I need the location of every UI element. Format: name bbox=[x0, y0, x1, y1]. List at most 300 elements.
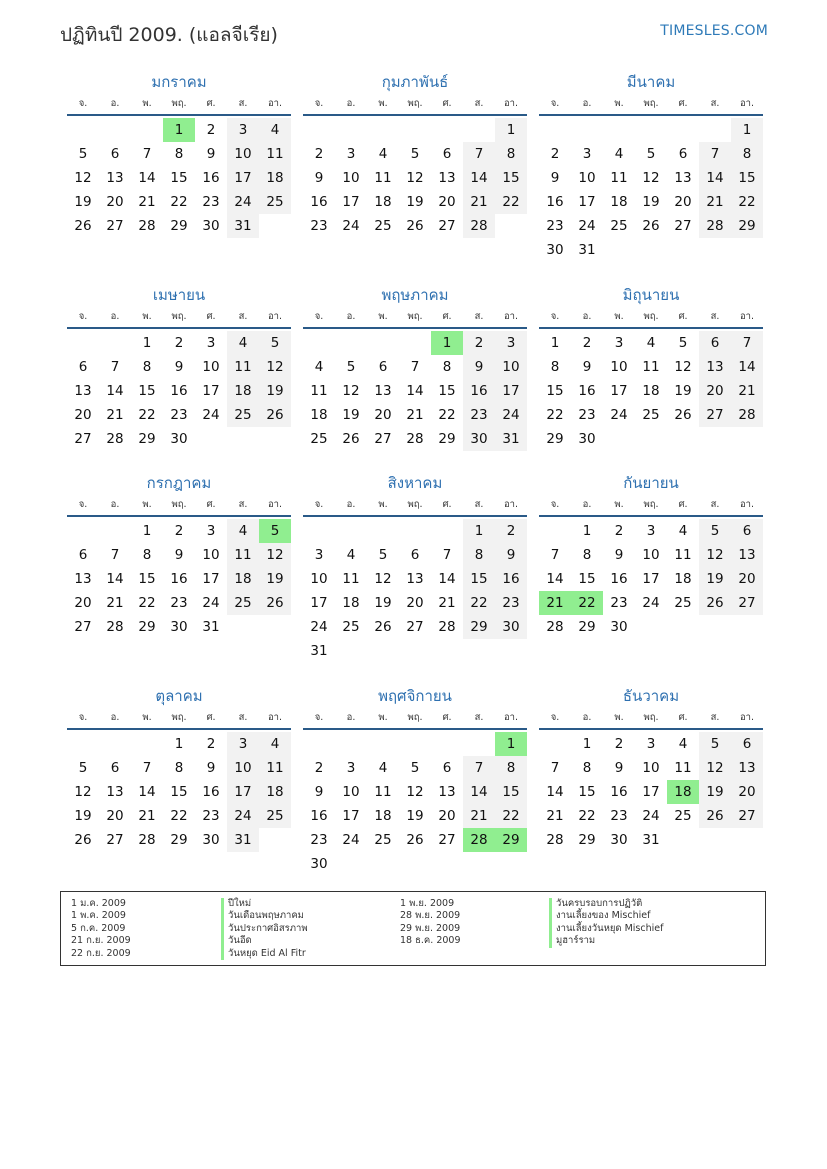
day-cell: 31 bbox=[202, 619, 220, 635]
day-cell: 10 bbox=[202, 547, 220, 563]
day-cell: 19 bbox=[74, 808, 92, 824]
empty-day-cell bbox=[67, 331, 99, 355]
day-cell: 24 bbox=[610, 407, 628, 423]
holiday-names-left bbox=[221, 898, 401, 960]
day-cell: 8 bbox=[142, 547, 152, 563]
month-name: เมษายน bbox=[152, 286, 206, 304]
day-cell: 9 bbox=[314, 784, 324, 800]
day-cell: 12 bbox=[699, 543, 731, 567]
day-cell: 13 bbox=[74, 383, 92, 399]
weekday-label: อา. bbox=[503, 712, 519, 723]
day-cell: 17 bbox=[642, 571, 660, 587]
day-grid bbox=[539, 732, 763, 852]
weekday-label: อ. bbox=[110, 98, 120, 109]
day-grid bbox=[67, 331, 291, 451]
day-cell: 10 bbox=[227, 142, 259, 166]
day-cell: 11 bbox=[342, 571, 360, 587]
day-cell: 20 bbox=[699, 379, 731, 403]
day-cell: 3 bbox=[227, 118, 259, 142]
day-cell: 15 bbox=[731, 166, 763, 190]
day-cell: 19 bbox=[699, 780, 731, 804]
day-cell: 28 bbox=[438, 619, 456, 635]
day-cell: 7 bbox=[463, 756, 495, 780]
day-cell: 16 bbox=[202, 784, 220, 800]
day-cell: 26 bbox=[342, 431, 360, 447]
day-cell: 9 bbox=[314, 170, 324, 186]
holiday-name: วันประกาศอิสรภาพ bbox=[221, 923, 401, 935]
day-grid bbox=[539, 331, 763, 451]
day-cell: 22 bbox=[578, 808, 596, 824]
day-cell: 27 bbox=[438, 832, 456, 848]
day-cell: 19 bbox=[74, 194, 92, 210]
day-cell: 26 bbox=[674, 407, 692, 423]
day-cell: 27 bbox=[674, 218, 692, 234]
day-cell: 15 bbox=[578, 784, 596, 800]
day-grid bbox=[303, 732, 527, 876]
weekday-label: ส. bbox=[474, 499, 484, 510]
weekday-label: พ. bbox=[378, 499, 388, 510]
day-cell: 9 bbox=[463, 355, 495, 379]
day-cell: 30 bbox=[202, 218, 220, 234]
day-cell: 16 bbox=[610, 571, 628, 587]
day-cell: 29 bbox=[438, 431, 456, 447]
day-cell: 8 bbox=[582, 760, 592, 776]
day-cell: 22 bbox=[138, 407, 156, 423]
day-grid bbox=[539, 519, 763, 639]
day-cell: 23 bbox=[578, 407, 596, 423]
day-cell: 14 bbox=[438, 571, 456, 587]
holiday-name: วันเดือนพฤษภาคม bbox=[221, 910, 401, 922]
day-cell: 5 bbox=[259, 331, 291, 355]
weekday-label: จ. bbox=[550, 499, 560, 510]
day-cell: 21 bbox=[106, 407, 124, 423]
day-cell: 8 bbox=[731, 142, 763, 166]
day-cell: 18 bbox=[227, 379, 259, 403]
weekday-label: ศ. bbox=[206, 712, 216, 723]
day-cell: 20 bbox=[731, 567, 763, 591]
weekday-label: พฤ. bbox=[643, 98, 659, 109]
day-cell: 2 bbox=[314, 146, 324, 162]
day-cell: 13 bbox=[674, 170, 692, 186]
holiday-dates-left bbox=[71, 898, 211, 960]
day-cell: 4 bbox=[378, 760, 388, 776]
day-cell: 24 bbox=[642, 595, 660, 611]
day-cell: 16 bbox=[202, 170, 220, 186]
month-8 bbox=[303, 471, 527, 663]
weekday-header bbox=[539, 94, 763, 116]
day-cell: 5 bbox=[410, 146, 420, 162]
weekday-label: จ. bbox=[78, 311, 88, 322]
day-cell: 18 bbox=[374, 808, 392, 824]
month-7 bbox=[67, 471, 291, 639]
day-cell: 14 bbox=[138, 784, 156, 800]
day-cell: 15 bbox=[495, 780, 527, 804]
day-cell: 23 bbox=[170, 407, 188, 423]
weekday-label: พ. bbox=[142, 499, 152, 510]
empty-day-cell bbox=[431, 118, 463, 142]
day-cell: 26 bbox=[259, 403, 291, 427]
weekday-header bbox=[303, 708, 527, 730]
month-9 bbox=[539, 471, 763, 639]
day-cell: 10 bbox=[610, 359, 628, 375]
day-cell: 18 bbox=[610, 194, 628, 210]
day-cell: 22 bbox=[546, 407, 564, 423]
day-cell: 18 bbox=[374, 194, 392, 210]
day-cell: 6 bbox=[410, 547, 420, 563]
day-cell: 21 bbox=[106, 595, 124, 611]
day-cell: 29 bbox=[463, 615, 495, 639]
empty-day-cell bbox=[539, 519, 571, 543]
weekday-label: อ. bbox=[110, 311, 120, 322]
day-cell: 8 bbox=[495, 142, 527, 166]
day-cell: 31 bbox=[642, 832, 660, 848]
day-cell: 16 bbox=[310, 808, 328, 824]
day-cell: 22 bbox=[438, 407, 456, 423]
day-cell: 31 bbox=[310, 643, 328, 659]
day-cell: 24 bbox=[495, 403, 527, 427]
day-cell: 4 bbox=[646, 335, 656, 351]
weekday-label: อา. bbox=[503, 98, 519, 109]
day-cell: 26 bbox=[406, 832, 424, 848]
weekday-label: พฤ. bbox=[171, 311, 187, 322]
day-cell: 25 bbox=[374, 832, 392, 848]
empty-day-cell bbox=[399, 519, 431, 543]
empty-day-cell bbox=[335, 519, 367, 543]
day-cell: 31 bbox=[578, 242, 596, 258]
day-cell: 27 bbox=[731, 804, 763, 828]
weekday-label: ศ. bbox=[206, 311, 216, 322]
holiday-date: 1 ม.ค. 2009 bbox=[71, 898, 126, 909]
day-cell: 16 bbox=[546, 194, 564, 210]
day-cell: 18 bbox=[674, 571, 692, 587]
empty-day-cell bbox=[367, 732, 399, 756]
day-cell: 2 bbox=[174, 335, 184, 351]
weekday-label: ศ. bbox=[442, 499, 452, 510]
day-cell: 16 bbox=[170, 571, 188, 587]
weekday-label: อา. bbox=[503, 499, 519, 510]
day-cell: 13 bbox=[106, 784, 124, 800]
day-cell: 27 bbox=[74, 431, 92, 447]
day-cell: 28 bbox=[106, 619, 124, 635]
day-cell: 30 bbox=[202, 832, 220, 848]
weekday-label: ส. bbox=[474, 712, 484, 723]
day-grid bbox=[67, 118, 291, 238]
day-cell: 2 bbox=[550, 146, 560, 162]
brand-link[interactable]: TIMESLES.COM bbox=[660, 23, 768, 39]
day-cell: 3 bbox=[314, 547, 324, 563]
holiday-name: มูฮาร์ราม bbox=[549, 935, 729, 947]
day-cell: 20 bbox=[74, 407, 92, 423]
day-cell: 8 bbox=[582, 547, 592, 563]
day-cell: 24 bbox=[202, 407, 220, 423]
day-cell: 17 bbox=[578, 194, 596, 210]
day-cell: 13 bbox=[438, 170, 456, 186]
day-cell: 10 bbox=[642, 547, 660, 563]
day-cell: 4 bbox=[227, 519, 259, 543]
day-cell: 27 bbox=[699, 403, 731, 427]
empty-day-cell bbox=[539, 118, 571, 142]
day-cell: 13 bbox=[106, 170, 124, 186]
holiday-date: 29 พ.ย. 2009 bbox=[400, 922, 461, 934]
day-cell: 29 bbox=[578, 832, 596, 848]
day-cell: 13 bbox=[438, 784, 456, 800]
empty-day-cell bbox=[463, 118, 495, 142]
day-cell: 6 bbox=[78, 547, 88, 563]
day-cell: 1 bbox=[495, 118, 527, 142]
weekday-label: พ. bbox=[614, 712, 624, 723]
day-cell: 30 bbox=[610, 619, 628, 635]
empty-day-cell bbox=[667, 118, 699, 142]
weekday-label: อา. bbox=[739, 311, 755, 322]
day-cell: 17 bbox=[495, 379, 527, 403]
weekday-label: อา. bbox=[267, 499, 283, 510]
weekday-label: จ. bbox=[314, 499, 324, 510]
day-cell: 6 bbox=[78, 359, 88, 375]
day-cell: 20 bbox=[106, 808, 124, 824]
day-cell: 3 bbox=[227, 732, 259, 756]
weekday-label: อ. bbox=[346, 98, 356, 109]
month-10 bbox=[67, 684, 291, 852]
day-cell: 8 bbox=[442, 359, 452, 375]
day-cell: 6 bbox=[731, 519, 763, 543]
day-cell: 15 bbox=[546, 383, 564, 399]
empty-day-cell bbox=[571, 118, 603, 142]
day-cell: 26 bbox=[406, 218, 424, 234]
day-cell: 14 bbox=[463, 166, 495, 190]
weekday-label: อ. bbox=[582, 499, 592, 510]
day-cell: 12 bbox=[342, 383, 360, 399]
day-cell: 5 bbox=[378, 547, 388, 563]
day-cell: 6 bbox=[110, 760, 120, 776]
empty-day-cell bbox=[539, 732, 571, 756]
day-cell: 17 bbox=[342, 808, 360, 824]
weekday-label: ศ. bbox=[678, 499, 688, 510]
weekday-label: พฤ. bbox=[407, 712, 423, 723]
day-cell: 7 bbox=[142, 146, 152, 162]
day-cell: 19 bbox=[259, 567, 291, 591]
day-cell: 28 bbox=[138, 218, 156, 234]
day-cell: 23 bbox=[170, 595, 188, 611]
day-cell: 4 bbox=[346, 547, 356, 563]
empty-day-cell bbox=[67, 519, 99, 543]
month-6 bbox=[539, 283, 763, 451]
day-cell: 22 bbox=[170, 194, 188, 210]
day-cell: 29 bbox=[546, 431, 564, 447]
holiday-legend bbox=[60, 891, 766, 966]
month-name: กรกฎาคม bbox=[146, 474, 212, 492]
day-cell: 7 bbox=[110, 359, 120, 375]
empty-day-cell bbox=[303, 331, 335, 355]
day-cell: 23 bbox=[310, 218, 328, 234]
day-cell: 3 bbox=[582, 146, 592, 162]
day-cell: 12 bbox=[374, 571, 392, 587]
empty-day-cell bbox=[431, 732, 463, 756]
empty-day-cell bbox=[463, 732, 495, 756]
weekday-header bbox=[539, 495, 763, 517]
empty-day-cell bbox=[131, 118, 163, 142]
weekday-label: พ. bbox=[378, 98, 388, 109]
day-cell: 1 bbox=[582, 736, 592, 752]
day-cell: 4 bbox=[259, 732, 291, 756]
day-cell: 2 bbox=[463, 331, 495, 355]
day-cell: 20 bbox=[106, 194, 124, 210]
day-cell: 31 bbox=[227, 214, 259, 238]
holiday-day-cell: 22 bbox=[571, 591, 603, 615]
day-cell: 5 bbox=[699, 519, 731, 543]
day-grid bbox=[539, 118, 763, 262]
day-cell: 28 bbox=[138, 832, 156, 848]
day-cell: 6 bbox=[731, 732, 763, 756]
holiday-day-cell: 1 bbox=[431, 331, 463, 355]
day-cell: 14 bbox=[546, 784, 564, 800]
day-cell: 14 bbox=[106, 571, 124, 587]
day-cell: 17 bbox=[227, 166, 259, 190]
weekday-label: อ. bbox=[346, 712, 356, 723]
day-cell: 4 bbox=[378, 146, 388, 162]
weekday-label: อา. bbox=[739, 712, 755, 723]
empty-day-cell bbox=[399, 732, 431, 756]
month-name: ตุลาคม bbox=[155, 687, 203, 705]
weekday-label: ศ. bbox=[678, 311, 688, 322]
month-1 bbox=[67, 70, 291, 238]
day-cell: 31 bbox=[495, 427, 527, 451]
day-cell: 17 bbox=[202, 383, 220, 399]
day-cell: 30 bbox=[610, 832, 628, 848]
day-cell: 22 bbox=[731, 190, 763, 214]
holiday-date: 28 พ.ย. 2009 bbox=[400, 910, 461, 922]
day-cell: 8 bbox=[495, 756, 527, 780]
day-cell: 19 bbox=[699, 567, 731, 591]
day-cell: 28 bbox=[546, 832, 564, 848]
weekday-label: ศ. bbox=[678, 712, 688, 723]
day-cell: 26 bbox=[74, 218, 92, 234]
weekday-label: อ. bbox=[110, 712, 120, 723]
day-cell: 27 bbox=[106, 218, 124, 234]
day-cell: 10 bbox=[578, 170, 596, 186]
day-cell: 15 bbox=[463, 567, 495, 591]
day-cell: 25 bbox=[259, 804, 291, 828]
day-cell: 17 bbox=[342, 194, 360, 210]
day-cell: 15 bbox=[495, 166, 527, 190]
day-cell: 18 bbox=[259, 166, 291, 190]
day-cell: 26 bbox=[74, 832, 92, 848]
day-cell: 15 bbox=[438, 383, 456, 399]
day-cell: 26 bbox=[699, 591, 731, 615]
holiday-name: ปีใหม่ bbox=[221, 898, 401, 910]
day-cell: 21 bbox=[138, 808, 156, 824]
day-cell: 24 bbox=[227, 804, 259, 828]
day-cell: 11 bbox=[610, 170, 628, 186]
holiday-name: งานเลี้ยงของ Mischief bbox=[549, 910, 729, 922]
day-cell: 2 bbox=[174, 523, 184, 539]
day-cell: 9 bbox=[550, 170, 560, 186]
day-cell: 11 bbox=[674, 547, 692, 563]
month-name: พฤษภาคม bbox=[381, 286, 449, 304]
day-cell: 7 bbox=[550, 547, 560, 563]
month-11 bbox=[303, 684, 527, 876]
day-cell: 15 bbox=[170, 170, 188, 186]
month-3 bbox=[539, 70, 763, 262]
day-cell: 3 bbox=[346, 760, 356, 776]
holiday-date: 18 ธ.ค. 2009 bbox=[400, 935, 461, 947]
day-cell: 12 bbox=[406, 170, 424, 186]
month-5 bbox=[303, 283, 527, 451]
day-cell: 11 bbox=[642, 359, 660, 375]
day-cell: 23 bbox=[546, 218, 564, 234]
day-cell: 15 bbox=[170, 784, 188, 800]
day-cell: 21 bbox=[463, 804, 495, 828]
day-cell: 31 bbox=[227, 828, 259, 852]
day-cell: 14 bbox=[138, 170, 156, 186]
day-cell: 11 bbox=[310, 383, 328, 399]
day-cell: 27 bbox=[106, 832, 124, 848]
weekday-label: อา. bbox=[739, 98, 755, 109]
weekday-label: ศ. bbox=[678, 98, 688, 109]
day-cell: 16 bbox=[310, 194, 328, 210]
month-name: พฤศจิกายน bbox=[378, 687, 452, 705]
weekday-header bbox=[67, 495, 291, 517]
day-cell: 27 bbox=[731, 591, 763, 615]
day-cell: 1 bbox=[174, 736, 184, 752]
day-cell: 29 bbox=[170, 832, 188, 848]
empty-day-cell bbox=[367, 118, 399, 142]
day-grid bbox=[67, 732, 291, 852]
day-cell: 7 bbox=[442, 547, 452, 563]
weekday-label: พฤ. bbox=[643, 712, 659, 723]
day-cell: 24 bbox=[642, 808, 660, 824]
holiday-name: วันอีด bbox=[221, 935, 401, 947]
day-cell: 10 bbox=[227, 756, 259, 780]
holiday-date: 5 ก.ค. 2009 bbox=[71, 922, 126, 934]
day-cell: 28 bbox=[731, 403, 763, 427]
day-cell: 29 bbox=[138, 619, 156, 635]
day-cell: 24 bbox=[310, 619, 328, 635]
day-cell: 11 bbox=[227, 543, 259, 567]
day-cell: 4 bbox=[314, 359, 324, 375]
day-cell: 21 bbox=[463, 190, 495, 214]
day-cell: 21 bbox=[138, 194, 156, 210]
weekday-label: จ. bbox=[314, 98, 324, 109]
weekday-label: ส. bbox=[238, 311, 248, 322]
weekday-label: จ. bbox=[78, 499, 88, 510]
holiday-date: 1 พ.ค. 2009 bbox=[71, 910, 126, 922]
day-cell: 28 bbox=[546, 619, 564, 635]
day-cell: 13 bbox=[731, 756, 763, 780]
day-cell: 22 bbox=[463, 591, 495, 615]
day-cell: 14 bbox=[731, 355, 763, 379]
day-cell: 5 bbox=[410, 760, 420, 776]
day-cell: 1 bbox=[550, 335, 560, 351]
day-cell: 6 bbox=[442, 146, 452, 162]
empty-day-cell bbox=[99, 331, 131, 355]
holiday-date: 21 ก.ย. 2009 bbox=[71, 935, 131, 947]
weekday-label: จ. bbox=[78, 712, 88, 723]
day-cell: 16 bbox=[170, 383, 188, 399]
month-name: ธันวาคม bbox=[622, 687, 680, 705]
weekday-header bbox=[303, 495, 527, 517]
day-cell: 25 bbox=[610, 218, 628, 234]
day-cell: 5 bbox=[78, 760, 88, 776]
day-cell: 25 bbox=[259, 190, 291, 214]
day-cell: 1 bbox=[731, 118, 763, 142]
day-cell: 13 bbox=[731, 543, 763, 567]
weekday-label: ศ. bbox=[206, 499, 216, 510]
day-cell: 11 bbox=[674, 760, 692, 776]
day-cell: 2 bbox=[582, 335, 592, 351]
weekday-label: อา. bbox=[267, 98, 283, 109]
day-cell: 25 bbox=[227, 403, 259, 427]
day-cell: 21 bbox=[699, 190, 731, 214]
